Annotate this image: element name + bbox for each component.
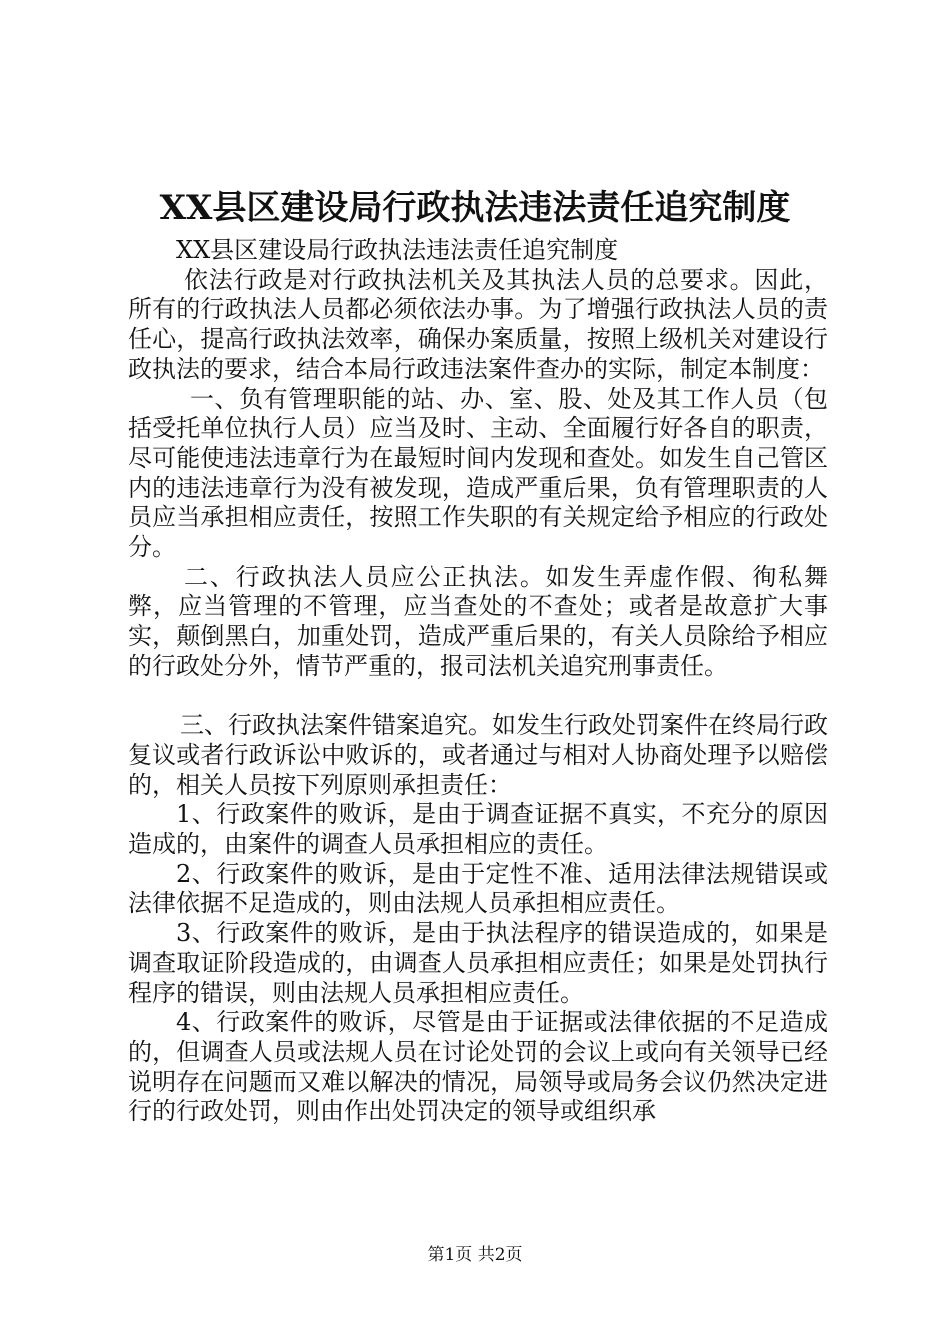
document-title: XX县区建设局行政执法违法责任追究制度 (159, 188, 791, 228)
clause-1-paragraph: 1、行政案件的败诉，是由于调查证据不真实，不充分的原因造成的，由案件的调查人员承担相应的责任。 (128, 800, 828, 859)
clause-2-paragraph: 2、行政案件的败诉，是由于定性不准、适用法律法规错误或法律依据不足造成的，则由法规人员承担相应责任。 (128, 859, 828, 918)
section-3-paragraph: 三、行政执法案件错案追究。如发生行政处罚案件在终局行政复议或者行政诉讼中败诉的，或者通过与相对人协商处理予以赔偿的，相关人员按下列原则承担责任： (128, 711, 828, 799)
clause-3-paragraph: 3、行政案件的败诉，是由于执法程序的错误造成的，如果是调查取证阶段造成的，由调查人员承担相应责任；如果是处罚执行程序的错误，则由法规人员承担相应责任。 (128, 919, 828, 1007)
section-2-paragraph: 二、行政执法人员应公正执法。如发生弄虚作假、徇私舞弊，应当管理的不管理，应当查处的不查处；或者是故意扩大事实，颠倒黑白，加重处罚，造成严重后果的，有关人员除给予相应的行政处分外，情节严重的，报司法机关追究刑事责任。 (128, 562, 828, 680)
clause-4-paragraph: 4、行政案件的败诉，尽管是由于证据或法律依据的不足造成的，但调查人员或法规人员在讨论处罚的会议上或向有关领导已经说明存在问题而又难以解决的情况，局领导或局务会议仍然决定进行的行政处罚，则由作出处罚决定的领导或组织承 (128, 1008, 828, 1126)
page-number-footer: 第1页 共2页 (427, 1245, 523, 1265)
document-body (128, 236, 828, 1127)
section-1-paragraph: 一、负有管理职能的站、办、室、股、处及其工作人员（包括受托单位执行人员）应当及时、主动、全面履行好各自的职责，尽可能使违法违章行为在最短时间内发现和查处。如发生自己管区内的违法违章行为没有被发现，造成严重后果，负有管理职责的人员应当承担相应责任，按照工作失职的有关规定给予相应的行政处分。 (128, 384, 828, 562)
intro-paragraph: 依法行政是对行政执法机关及其执法人员的总要求。因此，所有的行政执法人员都必须依法办事。为了增强行政执法人员的责任心，提高行政执法效率，确保办案质量，按照上级机关对建设行政执法的要求，结合本局行政违法案件查办的实际，制定本制度： (128, 265, 828, 383)
document-subtitle: XX县区建设局行政执法违法责任追究制度 (176, 236, 619, 264)
